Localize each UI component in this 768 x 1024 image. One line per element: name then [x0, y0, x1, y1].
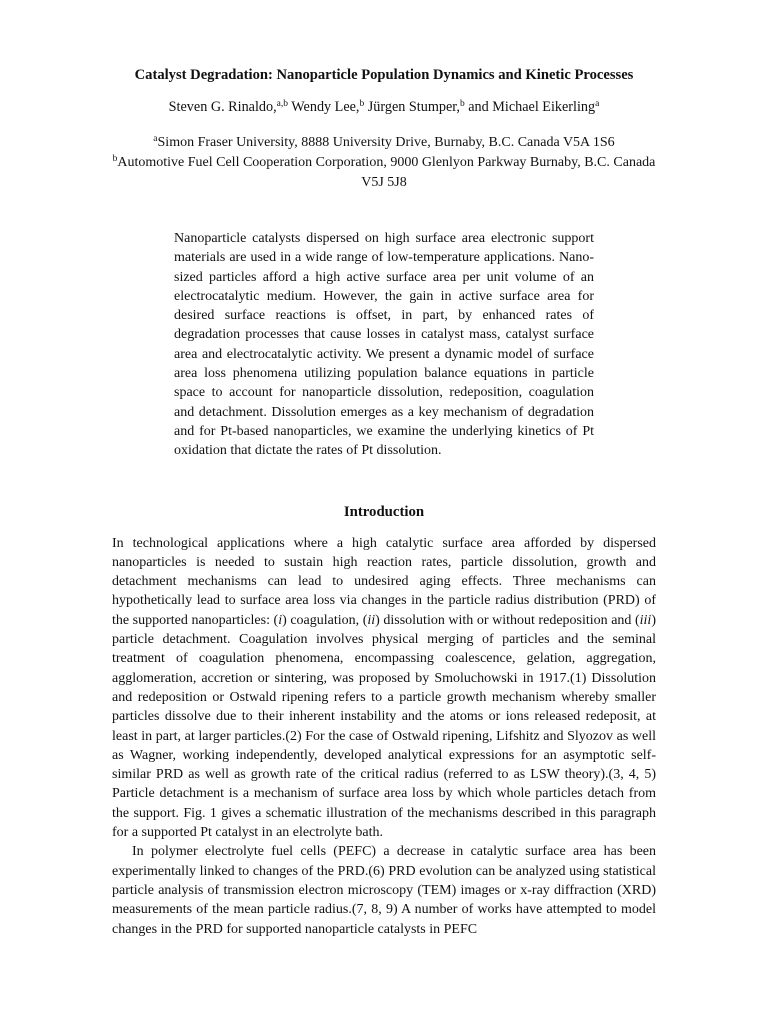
text-run: In technological applications where a high catalytic surface area afforded by dispersed nanoparticles is needed to sustain high reaction rates, particle dissolution, growth and detachment mechanisms can lead to undesired aging effects. Three mechanisms can hypothetically lead to surface area loss via changes in the particle radius distribution (PRD) of the supported nanoparticles: (: [112, 535, 656, 628]
affiliation-text: Automotive Fuel Cell Cooperation Corporation, 9000 Glenlyon Parkway Burnaby, B.C. Canada V5J 5J8: [117, 155, 656, 190]
author-name: and Michael Eikerling: [468, 99, 596, 115]
author-affiliation-mark: a,b: [276, 99, 288, 109]
affiliation-b: [112, 153, 656, 193]
text-run-italic: ii: [367, 612, 376, 628]
affiliation-text: Simon Fraser University, 8888 University Drive, Burnaby, B.C. Canada V5A 1S6: [157, 135, 615, 150]
affiliation-mark: b: [112, 154, 118, 164]
paper-title: Catalyst Degradation: Nanoparticle Population Dynamics and Kinetic Processes: [134, 67, 634, 83]
author-name: Wendy Lee,: [291, 99, 360, 115]
body-text: [112, 534, 656, 939]
author-name: Jürgen Stumper,: [367, 99, 460, 115]
affiliation-mark: a: [153, 134, 158, 144]
text-run: ) coagulation, (: [282, 612, 368, 628]
text-run-italic: i: [278, 612, 283, 628]
paragraph: In polymer electrolyte fuel cells (PEFC) a decrease in catalytic surface area has been experimentally linked to changes of the PRD.(6) PRD evolution can be analyzed using statistical particle analysis of transmission electron microscopy (TEM) images or x-ray diffraction (XRD) measurements of the mean particle radius.(7, 8, 9) A number of works have attempted to model changes in the PRD for supported nanoparticle catalysts in PEFC: [112, 844, 656, 937]
author-list: [112, 98, 656, 116]
text-run: ) dissolution with or without redeposition and (: [375, 612, 640, 628]
text-run-italic: iii: [639, 612, 652, 628]
author-name: Steven G. Rinaldo,: [168, 99, 277, 115]
affiliations: [112, 133, 656, 193]
affiliation-a: [112, 133, 656, 153]
paragraph: [112, 534, 656, 843]
abstract: Nanoparticle catalysts dispersed on high surface area electronic support materials are used in a wide range of low-temperature applications. Nano-sized particles afford a high active surface area per unit volume of an electrocatalytic medium. However, the gain in active surface area for desired surface reactions is offset, in part, by enhanced rates of degradation processes that cause losses in catalyst mass, catalyst surface area and electrocatalytic activity. We present a dynamic model of surface area loss phenomena utilizing population balance equations in particle space to account for nanoparticle dissolution, redeposition, coagulation and detachment. Dissolution emerges as a key mechanism of degradation and for Pt-based nanoparticles, we examine the underlying kinetics of Pt oxidation that dictate the rates of Pt dissolution.: [174, 231, 594, 459]
section-heading-introduction: Introduction: [343, 503, 425, 520]
author-affiliation-mark: b: [359, 99, 365, 109]
text-run: ) particle detachment. Coagulation involves physical merging of particles and the seminal treatment of coagulation phenomena, encompassing coalescence, gelation, aggregation, agglomeration, accretion or sintering, was proposed by Smoluchowski in 1917.(1) Dissolution and redeposition or Ostwald ripening refers to a particle growth mechanism whereby smaller particles dissolve due to their inherent instability and the atoms or ions released redeposit, at least in part, at larger particles.(2) For the case of Ostwald ripening, Lifshitz and Slyozov as well as Wagner, working independently, developed analytical expressions for an asymptotic self-similar PRD as well as growth rate of the critical radius (referred to as LSW theory).(3, 4, 5) Particle detachment is a mechanism of surface area loss by which whole particles detach from the support. Fig. 1 gives a schematic illustration of the mechanisms described in this paragraph for a supported Pt catalyst in an electrolyte bath.: [112, 612, 656, 841]
author-affiliation-mark: b: [459, 99, 465, 109]
author-affiliation-mark: a: [595, 99, 600, 109]
